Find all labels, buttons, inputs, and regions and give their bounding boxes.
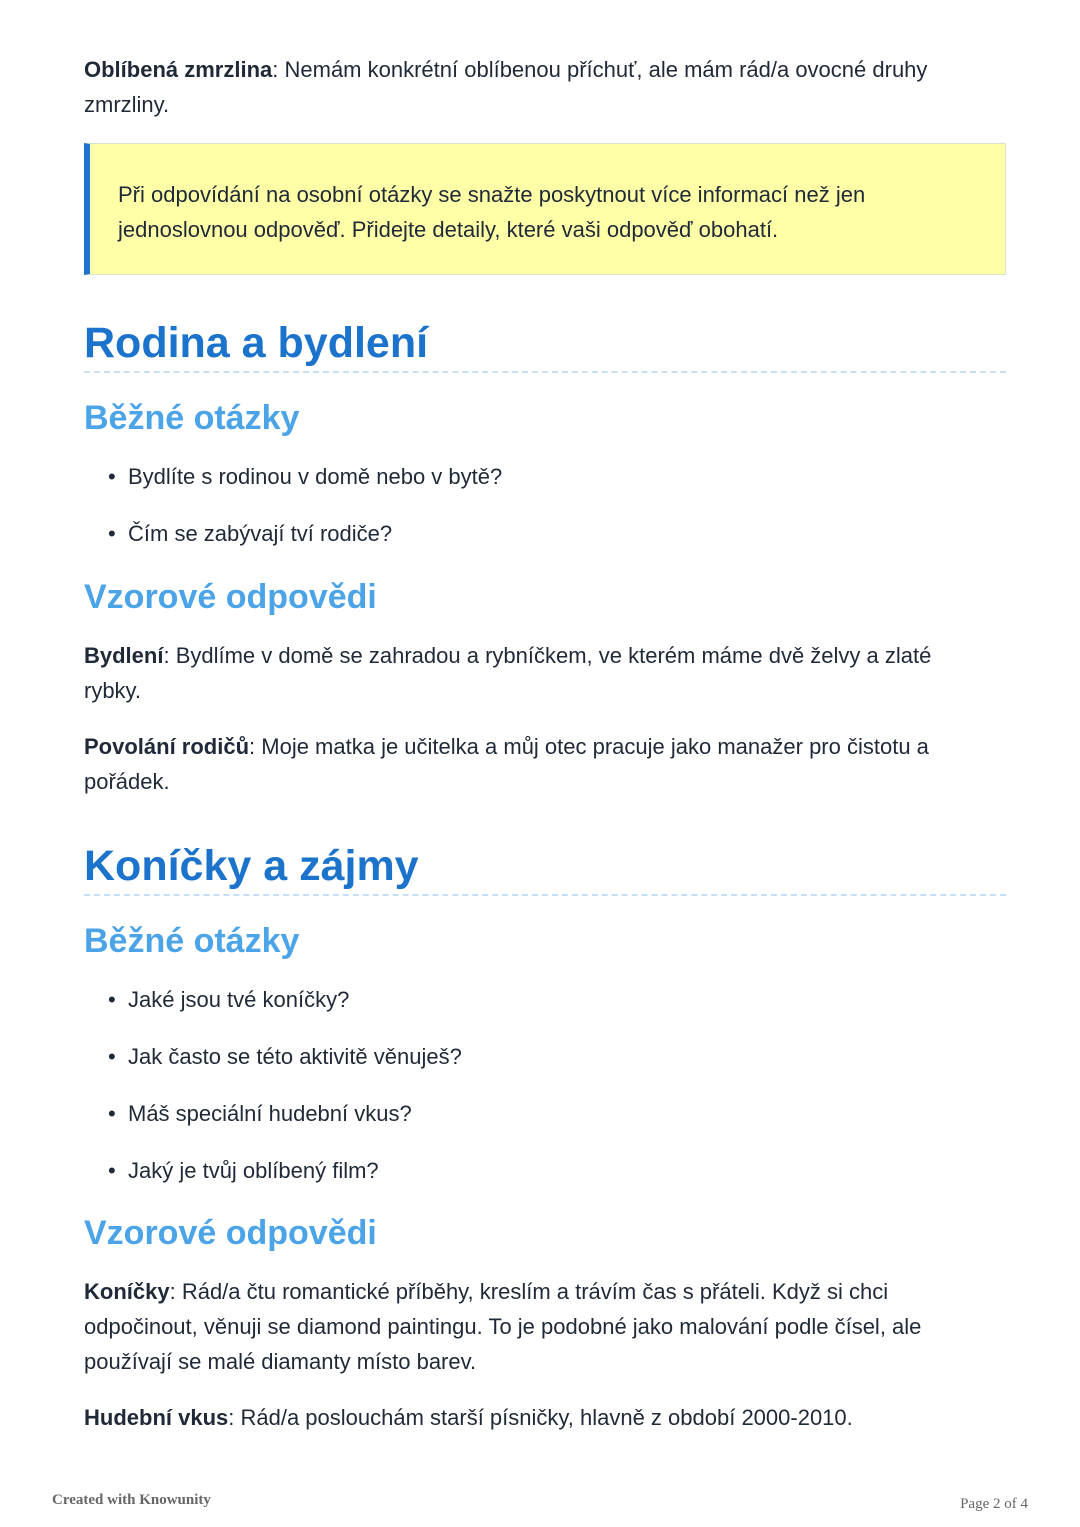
answer-text: : Rád/a čtu romantické příběhy, kreslím a trávím čas s přáteli. Když si chci odpočinout, věnuji se diamond paintingu. To je podobné jako malování podle čísel, ale používají se malé diamanty místo barev. — [84, 1279, 922, 1374]
answer-text: : Nemám konkrétní oblíbenou příchuť, ale mám rád/a ovocné druhy zmrzliny. — [84, 57, 928, 117]
answer-favorite-icecream — [84, 52, 984, 122]
answer-housing — [84, 638, 984, 708]
answer-text: : Moje matka je učitelka a můj otec pracuje jako manažer pro čistotu a pořádek. — [84, 734, 929, 794]
section-title-hobbies: Koníčky a zájmy — [84, 842, 419, 890]
question-list — [108, 986, 462, 1214]
list-item: • Bydlíte s rodinou v domě nebo v bytě? — [108, 463, 502, 520]
list-item: • Jaký je tvůj oblíbený film? — [108, 1157, 462, 1214]
answers-heading: Vzorové odpovědi — [84, 1214, 377, 1252]
answer-label: Povolání rodičů — [84, 734, 250, 759]
answer-label: Hudební vkus — [84, 1405, 229, 1430]
answer-label: Oblíbená zmrzlina — [84, 57, 273, 82]
list-item: • Máš speciální hudební vkus? — [108, 1100, 462, 1157]
answer-hobbies — [84, 1274, 984, 1379]
answer-label: Koníčky — [84, 1279, 170, 1304]
list-item: • Jak často se této aktivitě věnuješ? — [108, 1043, 462, 1100]
question-list — [108, 463, 502, 577]
footer-created-with: Created with Knowunity — [52, 1492, 211, 1508]
section-divider — [84, 371, 1006, 373]
questions-heading: Běžné otázky — [84, 922, 300, 960]
section-title-family: Rodina a bydlení — [84, 319, 429, 367]
answer-text: : Rád/a poslouchám starší písničky, hlavně z období 2000-2010. — [228, 1405, 853, 1430]
list-item: • Jaké jsou tvé koníčky? — [108, 986, 462, 1043]
section-divider — [84, 894, 1006, 896]
questions-heading: Běžné otázky — [84, 399, 300, 437]
answer-music-taste — [84, 1400, 984, 1435]
answer-text: : Bydlíme v domě se zahradou a rybníčkem, ve kterém máme dvě želvy a zlaté rybky. — [84, 643, 932, 703]
answer-parents-jobs — [84, 729, 984, 799]
tip-text: Při odpovídání na osobní otázky se snažte poskytnout více informací než jen jednoslovnou odpověď. Přidejte detaily, které vaši odpověď obohatí. — [118, 182, 866, 242]
list-item: • Čím se zabývají tví rodiče? — [108, 520, 502, 577]
answer-label: Bydlení — [84, 643, 164, 668]
tip-callout — [84, 143, 1006, 275]
page-number: Page 2 of 4 — [960, 1496, 1028, 1512]
answers-heading: Vzorové odpovědi — [84, 578, 377, 616]
